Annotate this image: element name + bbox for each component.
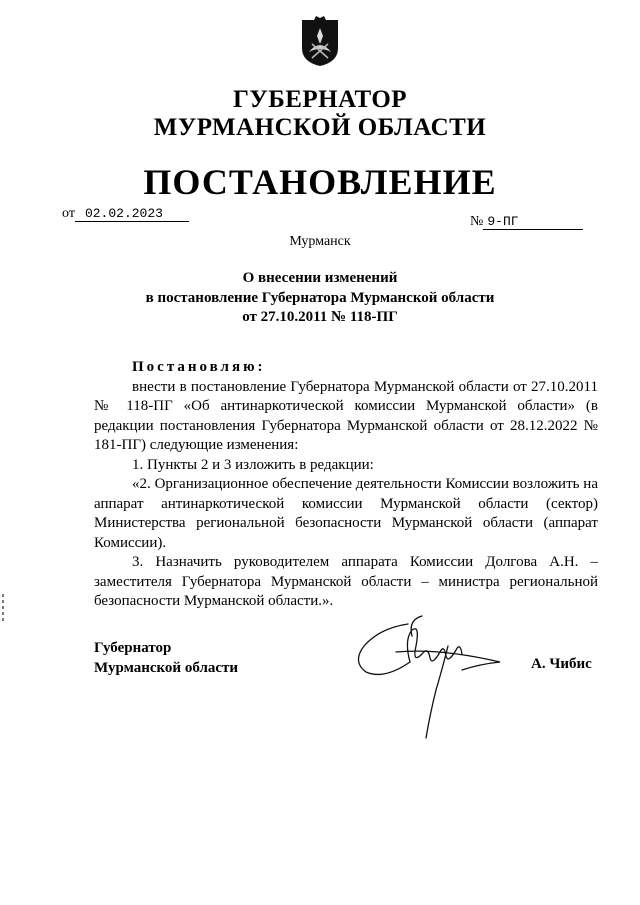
signer-name: А. Чибис: [531, 656, 592, 672]
number-row: [470, 214, 583, 230]
signer-position-line-1: Губернатор: [94, 640, 172, 656]
number-prefix: №: [470, 214, 484, 229]
subject-line-3: от 27.10.2011 № 118-ПГ: [242, 309, 398, 325]
signer-position-line-2: Мурманской области: [94, 660, 239, 676]
document-date: 02.02.2023: [75, 207, 189, 222]
body-item-3: 3. Назначить руководителем аппарата Комиссии Долгова А.Н. – заместителя Губернатора Мурманской области – министра региональной безопасности Мурманской области.».: [94, 554, 598, 609]
header-title: ГУБЕРНАТОР: [232, 86, 408, 113]
resolution-label: Постановляю:: [132, 359, 266, 375]
city: Мурманск: [289, 234, 351, 249]
header-region: МУРМАНСКОЙ ОБЛАСТИ: [153, 114, 487, 141]
date-prefix: от: [62, 206, 75, 221]
document-number: 9-ПГ: [483, 215, 583, 230]
coat-of-arms-icon: [300, 14, 340, 68]
body-intro: внести в постановление Губернатора Мурманской области от 27.10.2011 № 118-ПГ «Об антинаркотической комиссии Мурманской области» (в редакции постановления Губернатора Мурманской области от 28.12.2022 № 181-ПГ) следующие изменения:: [94, 378, 598, 453]
signature-icon: [350, 610, 510, 750]
body-item-2: «2. Организационное обеспечение деятельности Комиссии возложить на аппарат антинаркотической комиссии Мурманской области (сектор) Министерства региональной безопасности Мурманской области (аппарат Комиссии).: [94, 476, 598, 551]
signer-position: [94, 638, 238, 678]
subject-line-2: в постановление Губернатора Мурманской области: [145, 290, 495, 306]
document-type: ПОСТАНОВЛЕНИЕ: [143, 162, 497, 202]
date-row: [62, 206, 189, 222]
margin-marks: [2, 594, 4, 624]
document-body: [94, 358, 598, 612]
subject-line-1: О внесении изменений: [242, 270, 398, 286]
body-item-1: 1. Пункты 2 и 3 изложить в редакции:: [132, 456, 374, 473]
